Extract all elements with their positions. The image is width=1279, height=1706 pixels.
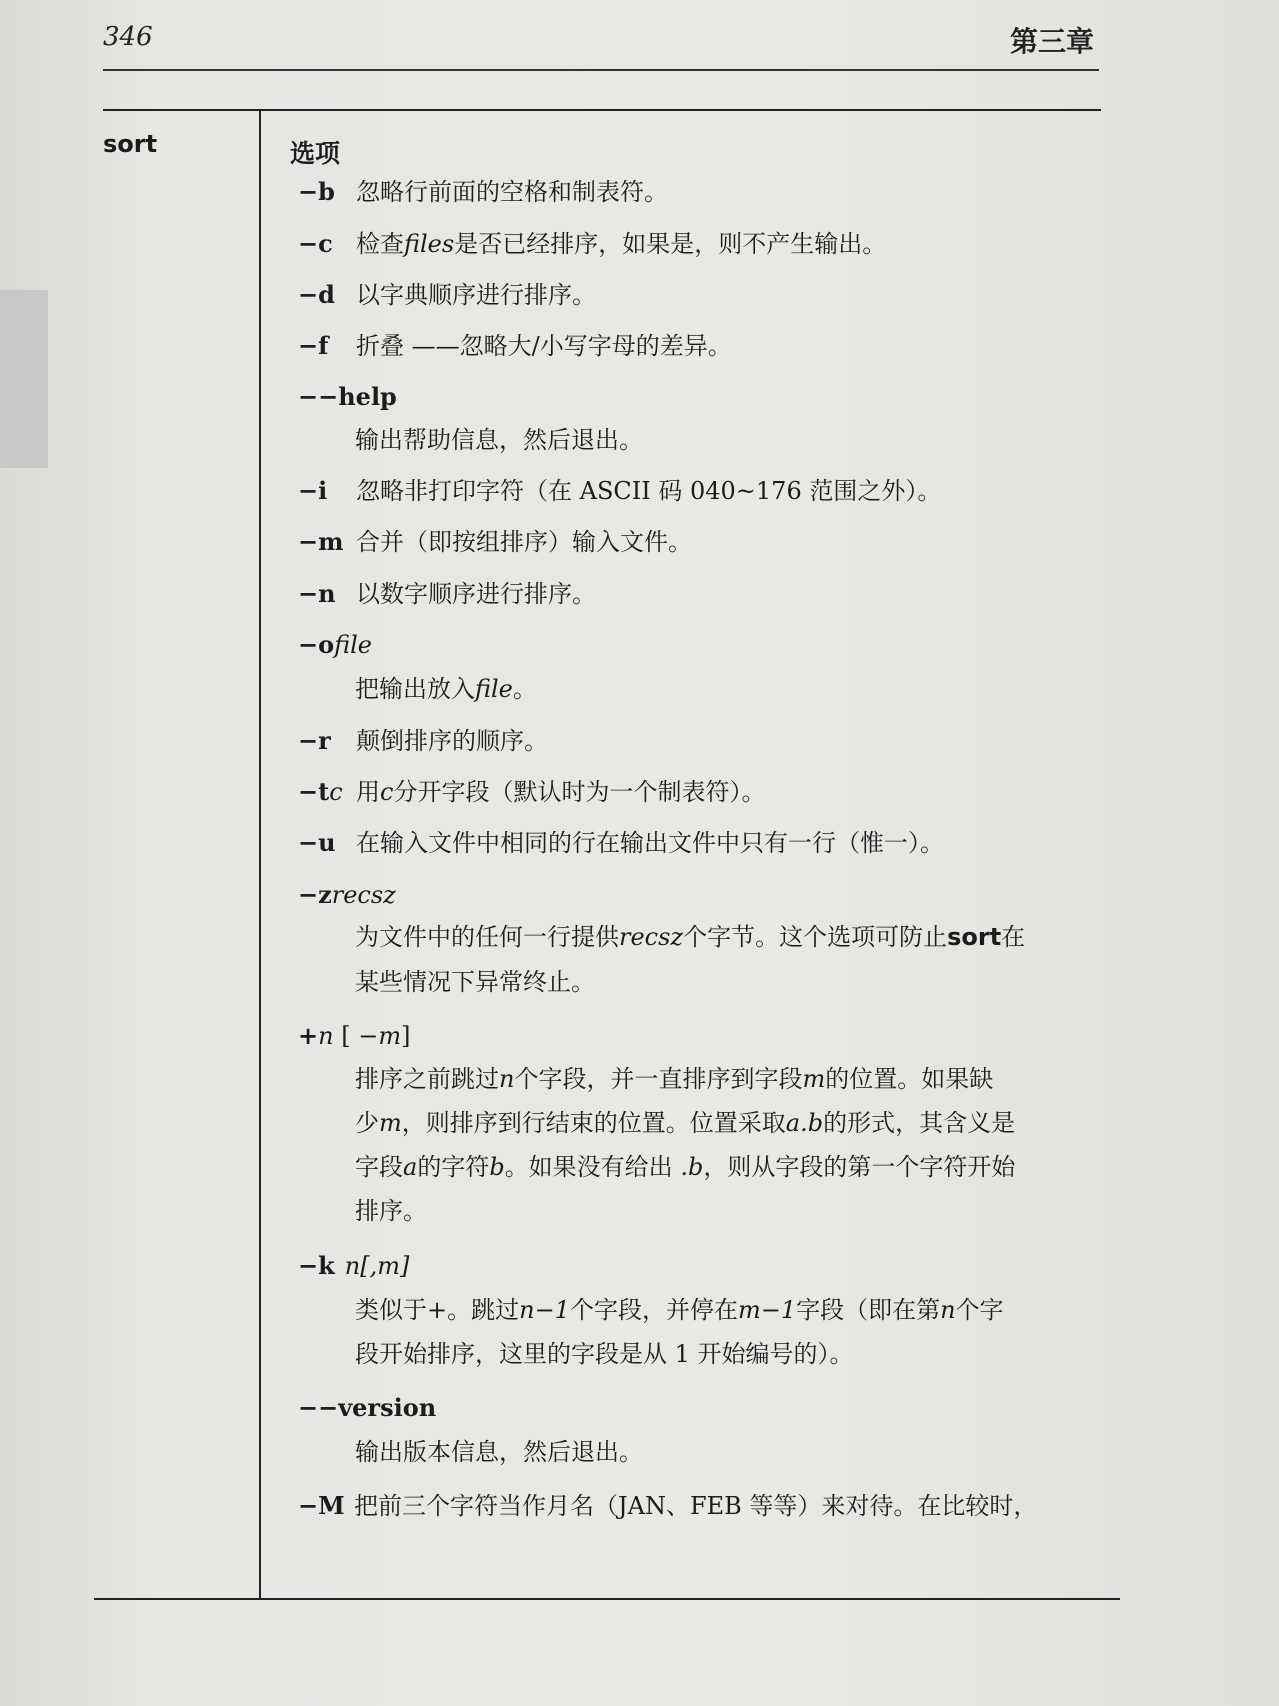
option-m [298,527,692,557]
desc-text: 排序之前跳过 [355,1065,499,1093]
option-flag: −m [298,527,344,556]
option-k-desc-line1 [355,1295,1004,1325]
option-version-desc: 输出版本信息，然后退出。 [355,1438,643,1466]
option-k-desc-line2: 段开始排序，这里的字段是从 1 开始编号的）。 [355,1340,854,1368]
desc-text: 。 [512,675,537,703]
desc-bold: sort [947,923,1002,951]
option-flag: −r [298,726,331,755]
desc-text: 把输出放入 [355,675,475,703]
option-c [298,229,886,259]
option-d [298,280,596,310]
option-flag: −u [298,828,336,857]
option-flag: −o [298,630,335,659]
option-flag-arg: file [334,631,373,659]
desc-italic: file [475,675,513,703]
section-title: 选项 [290,139,341,168]
desc-text: 少 [355,1109,379,1137]
desc-text: 类似于+。跳过 [355,1296,520,1324]
option-desc: 忽略非打印字符（在 ASCII 码 040~176 范围之外）。 [356,477,942,505]
option-plus-desc-line1 [355,1064,993,1094]
option-desc: 是否已经排序，如果是，则不产生输出。 [454,230,887,258]
desc-italic: m−1 [737,1296,797,1324]
option-flag: −k [298,1251,335,1280]
desc-text: 。如果没有给出 [504,1153,681,1181]
table-top-rule [103,109,1101,111]
flag-arg: c [329,778,343,806]
option-r [298,726,548,756]
option-version [298,1393,436,1423]
option-z [298,880,396,910]
option-flag: −f [298,331,329,360]
desc-italic: a.b [785,1109,824,1137]
option-desc-italic: files [404,230,455,258]
option-desc: 在输入文件中相同的行在输出文件中只有一行（惟一）。 [356,829,944,857]
flag-text: [ − [333,1022,379,1050]
option-flag-arg: n[,m] [344,1252,410,1280]
option-desc: 以字典顺序进行排序。 [356,281,596,309]
option-M [298,1491,1037,1521]
desc-text: 的字符 [417,1153,490,1181]
option-t [298,777,765,807]
page-number: 346 [103,22,153,52]
desc-text: 个字段，并一直排序到字段 [514,1065,803,1093]
command-name: sort [103,130,158,158]
desc-italic: n [940,1296,956,1324]
desc-italic: n [499,1065,515,1093]
option-flag: −d [298,280,335,309]
option-flag: −c [298,229,333,258]
option-o-desc [355,674,537,704]
option-i [298,476,941,506]
option-f [298,331,732,361]
option-plus-desc-line4: 排序。 [355,1197,427,1225]
desc-text: 字段 [355,1153,403,1181]
option-plus-desc-line3 [355,1152,1015,1182]
header-rule [103,69,1099,71]
flag-arg: m [378,1022,402,1050]
desc-text: 为文件中的任何一行提供 [355,923,619,951]
option-o [298,630,372,660]
desc-text: 用 [356,778,380,806]
option-k [298,1251,409,1281]
desc-italic: recsz [619,923,684,951]
desc-italic: m [379,1109,402,1137]
desc-text: 个字节。这个选项可防止 [683,923,948,951]
desc-text: 的位置。如果缺 [825,1065,994,1093]
desc-italic: m [802,1065,826,1093]
option-plus-desc-line2 [355,1108,1015,1138]
desc-text: ，则从字段的第一个字符开始 [703,1153,1016,1181]
option-desc: 忽略行前面的空格和制表符。 [356,178,668,206]
option-flag: −i [298,476,328,505]
page-edge-shadow [0,290,48,468]
desc-text: 在 [1001,923,1026,951]
option-desc: 以数字顺序进行排序。 [356,580,596,608]
desc-text: 字段（即在第 [796,1296,941,1324]
option-b [298,177,668,207]
table-bottom-rule [94,1598,1120,1600]
option-flag: −z [298,880,332,909]
flag-text: + [298,1021,319,1050]
option-n [298,579,596,609]
option-z-desc-line2: 某些情况下异常终止。 [355,968,595,996]
option-desc: 颠倒排序的顺序。 [356,727,548,755]
option-flag: −−help [298,382,397,411]
chapter-title: 第三章 [1010,25,1095,58]
desc-text: 的形式，其含义是 [823,1109,1016,1137]
option-desc: 检查 [356,230,404,258]
flag-text: ] [401,1022,411,1050]
option-desc: 合并（即按组排序）输入文件。 [356,528,692,556]
desc-text: 个字段，并停在 [569,1296,738,1324]
option-z-desc-line1 [355,922,1025,952]
desc-italic: n−1 [519,1296,570,1324]
option-flag-arg: recsz [331,881,396,909]
desc-italic: .b [680,1153,704,1181]
option-flag [298,777,356,807]
option-help [298,382,397,412]
desc-text: 个字 [955,1296,1004,1324]
desc-italic: b [489,1153,505,1181]
flag-text: −t [298,777,330,806]
option-flag: −M [298,1491,345,1520]
option-plus [298,1021,410,1051]
option-flag: −n [298,579,336,608]
desc-text: 分开字段（默认时为一个制表符）。 [393,778,766,806]
flag-arg: n [318,1022,334,1050]
desc-italic: c [380,778,394,806]
option-desc: 把前三个字符当作月名（JAN、FEB 等等）来对待。在比较时， [354,1492,1038,1520]
option-desc: 折叠 ——忽略大/小写字母的差异。 [356,332,732,360]
option-flag: −b [298,177,335,206]
option-flag: −−version [298,1393,437,1422]
desc-text: ，则排序到行结束的位置。位置采取 [401,1109,786,1137]
desc-italic: a [403,1153,418,1181]
option-help-desc: 输出帮助信息，然后退出。 [355,426,643,454]
table-column-divider [259,110,261,1599]
option-u [298,828,944,858]
